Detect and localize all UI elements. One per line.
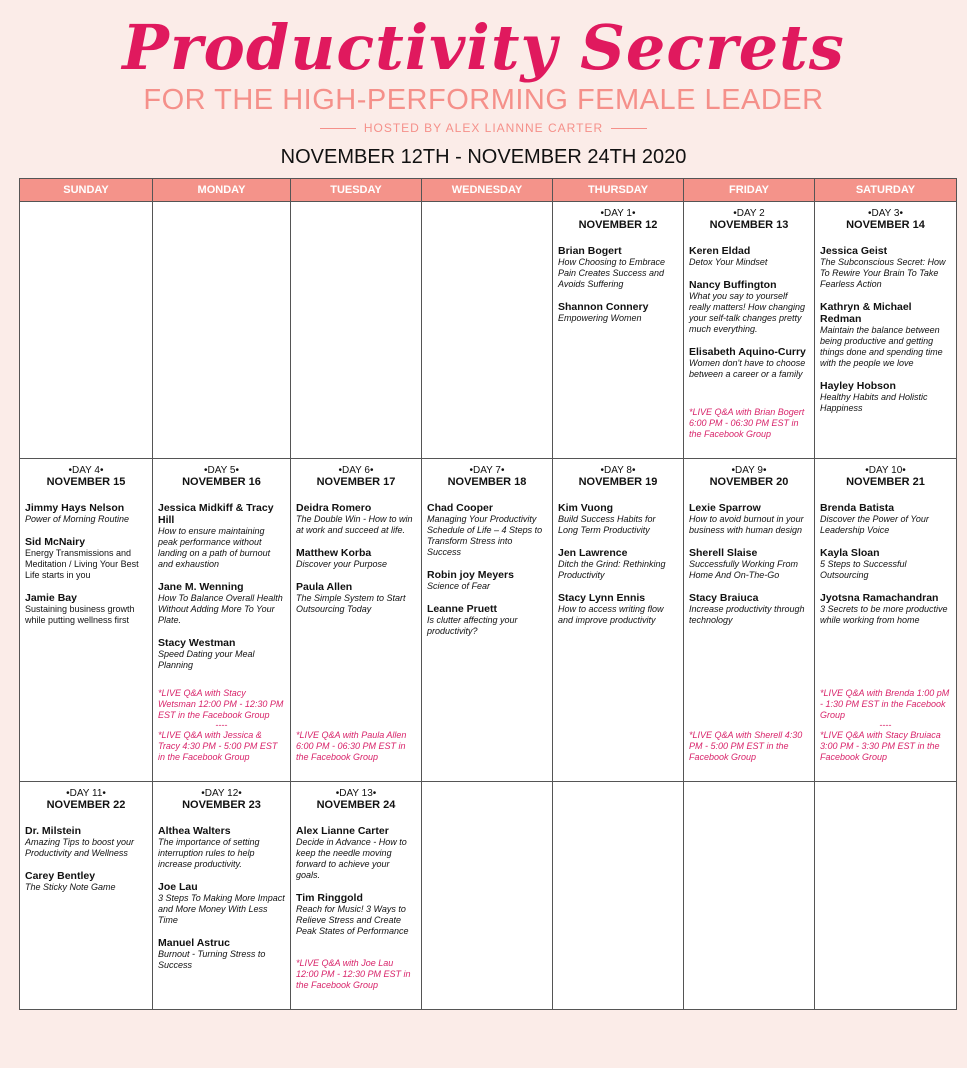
day-cell <box>291 459 422 782</box>
speaker-name: Robin joy Meyers <box>427 569 514 581</box>
page-subtitle: FOR THE HIGH-PERFORMING FEMALE LEADER <box>143 84 824 116</box>
date-range: NOVEMBER 12TH - NOVEMBER 24TH 2020 <box>280 146 687 168</box>
live-qa-note: *LIVE Q&A with Jessica & Tracy 4:30 PM - 5:00 PM EST in the Facebook Group <box>158 730 278 762</box>
session-topic: Burnout - Turning Stress to Success <box>158 949 266 970</box>
speaker-name: Shannon Connery <box>558 301 649 313</box>
session-topic: Energy Transmissions and Meditation / Living Your Best Life starts in you <box>25 548 139 580</box>
speaker-name: Kim Vuong <box>558 502 614 514</box>
live-qa-note: *LIVE Q&A with Brian Bogert 6:00 PM - 06:30 PM EST in the Facebook Group <box>689 407 805 439</box>
session-topic: Power of Morning Routine <box>25 514 130 524</box>
session-topic: Amazing Tips to boost your Productivity and Wellness <box>25 837 134 858</box>
live-qa-block <box>296 958 416 991</box>
session-topic: Build Success Habits for Long Term Productivity <box>558 514 656 535</box>
live-separator: ---- <box>215 720 228 730</box>
live-separator: ---- <box>879 720 892 730</box>
day-cell <box>815 202 957 459</box>
day-cell <box>553 202 684 459</box>
session-topic: Empowering Women <box>558 313 642 323</box>
speaker-name: Keren Eldad <box>689 245 751 257</box>
session-topic: Increase productivity through technology <box>689 604 805 625</box>
hosted-by <box>0 121 967 135</box>
session-topic: How To Balance Overall Health Without Adding More To Your Plate. <box>158 593 283 625</box>
session-topic: Discover the Power of Your Leadership Voice <box>820 514 929 535</box>
live-qa-note: *LIVE Q&A with Joe Lau 12:00 PM - 12:30 PM EST in the Facebook Group <box>296 958 411 990</box>
speaker-name: Hayley Hobson <box>820 380 896 392</box>
day-label: •DAY 1• <box>600 208 636 219</box>
live-qa-note: *LIVE Q&A with Stacy Bruiaca 3:00 PM - 3:30 PM EST in the Facebook Group <box>820 730 941 762</box>
session-topic: Successfully Working From Home And On-The-Go <box>689 559 799 580</box>
day-label: •DAY 12• <box>201 788 242 799</box>
day-cell <box>153 782 291 1010</box>
speaker-name: Kathryn & Michael Redman <box>820 301 912 325</box>
session-topic: Managing Your Productivity Schedule of Life – 4 Steps to Transform Stress into Success <box>427 514 543 557</box>
divider-line <box>320 128 356 129</box>
day-label: •DAY 3• <box>868 208 903 219</box>
empty-day-cell <box>20 202 153 459</box>
day-date: NOVEMBER 23 <box>182 799 261 811</box>
weekday-header: MONDAY <box>153 179 291 202</box>
speaker-name: Jen Lawrence <box>558 547 628 559</box>
session-topic: Women don't have to choose between a career or a family <box>689 358 806 379</box>
speaker-name: Jane M. Wenning <box>158 581 244 593</box>
day-cell <box>815 459 957 782</box>
day-cell <box>553 459 684 782</box>
speaker-name: Carey Bentley <box>25 870 96 882</box>
day-label: •DAY 8• <box>600 465 636 476</box>
session-topic: Reach for Music! 3 Ways to Relieve Stress and Create Peak States of Performance <box>296 904 409 936</box>
day-cell <box>291 782 422 1010</box>
calendar-week-row <box>20 202 957 459</box>
speaker-name: Manuel Astruc <box>158 937 230 949</box>
day-date: NOVEMBER 17 <box>316 476 396 488</box>
day-date: NOVEMBER 15 <box>46 476 126 488</box>
speaker-name: Lexie Sparrow <box>689 502 761 514</box>
weekday-header: FRIDAY <box>684 179 815 202</box>
session-topic: How to ensure maintaining peak performance without landing on a path of burnout and exhaustion <box>158 526 271 569</box>
session-topic: Healthy Habits and Holistic Happiness <box>820 392 928 413</box>
day-label: •DAY 9• <box>731 465 767 476</box>
empty-day-cell <box>815 782 957 1010</box>
speaker-name: Joe Lau <box>158 881 198 893</box>
day-label: •DAY 2 <box>733 208 765 219</box>
day-label: •DAY 10• <box>865 465 906 476</box>
session-topic: Is clutter affecting your productivity? <box>427 615 518 636</box>
speaker-name: Jessica Midkiff & Tracy Hill <box>158 502 274 526</box>
day-cell <box>422 459 553 782</box>
live-qa-block <box>820 688 951 763</box>
session-topic: Sustaining business growth while putting wellness first <box>25 604 135 625</box>
speaker-name: Stacy Westman <box>158 637 236 649</box>
speaker-name: Nancy Buffington <box>689 279 777 291</box>
empty-day-cell <box>422 202 553 459</box>
divider-line <box>611 128 647 129</box>
day-cell <box>153 459 291 782</box>
speaker-name: Kayla Sloan <box>820 547 880 559</box>
day-cell <box>20 782 153 1010</box>
calendar-week-row <box>20 782 957 1010</box>
session-topic: 5 Steps to Successful Outsourcing <box>820 559 907 580</box>
day-date: NOVEMBER 14 <box>846 219 925 231</box>
session-topic: Decide in Advance - How to keep the needle moving forward to achieve your goals. <box>296 837 407 880</box>
weekday-header: SUNDAY <box>20 179 153 202</box>
day-date: NOVEMBER 22 <box>46 799 126 811</box>
calendar-table <box>19 178 957 1010</box>
session-topic: The Subconscious Secret: How To Rewire Your Brain To Take Fearless Action <box>820 257 946 289</box>
empty-day-cell <box>553 782 684 1010</box>
speaker-name: Stacy Braiuca <box>689 592 759 604</box>
speaker-name: Chad Cooper <box>427 502 493 514</box>
speaker-name: Stacy Lynn Ennis <box>558 592 646 604</box>
session-topic: Discover your Purpose <box>296 559 388 569</box>
day-label: •DAY 7• <box>469 465 505 476</box>
live-qa-block <box>689 407 809 440</box>
day-date: NOVEMBER 24 <box>316 799 396 811</box>
speaker-name: Sid McNairy <box>25 536 86 548</box>
weekday-header: SATURDAY <box>815 179 957 202</box>
live-qa-note: *LIVE Q&A with Brenda 1:00 pM - 1:30 PM EST in the Facebook Group <box>820 688 950 720</box>
speaker-name: Althea Walters <box>158 825 231 837</box>
speaker-name: Jamie Bay <box>25 592 77 604</box>
empty-day-cell <box>422 782 553 1010</box>
weekday-header-row <box>20 179 957 202</box>
day-label: •DAY 11• <box>66 788 106 799</box>
day-date: NOVEMBER 19 <box>578 476 658 488</box>
speaker-name: Brenda Batista <box>820 502 895 514</box>
live-qa-block <box>296 730 416 763</box>
calendar-week-row <box>20 459 957 782</box>
speaker-name: Tim Ringgold <box>296 892 363 904</box>
day-cell <box>684 202 815 459</box>
live-qa-note: *LIVE Q&A with Stacy Wetsman 12:00 PM - 12:30 PM EST in the Facebook Group <box>158 688 284 720</box>
live-qa-block <box>158 688 285 763</box>
session-topic: 3 Secrets to be more productive while working from home <box>820 604 948 625</box>
weekday-header: THURSDAY <box>553 179 684 202</box>
day-label: •DAY 4• <box>68 465 104 476</box>
empty-day-cell <box>153 202 291 459</box>
speaker-name: Brian Bogert <box>558 245 622 257</box>
session-topic: Ditch the Grind: Rethinking Productivity <box>558 559 666 580</box>
speaker-name: Deidra Romero <box>296 502 372 514</box>
session-topic: Science of Fear <box>427 581 491 591</box>
hosted-by-text: HOSTED BY ALEX LIANNNE CARTER <box>363 121 604 135</box>
session-topic: How to access writing flow and improve productivity <box>558 604 664 625</box>
live-qa-note: *LIVE Q&A with Paula Allen 6:00 PM - 06:30 PM EST in the Facebook Group <box>296 730 407 762</box>
empty-day-cell <box>684 782 815 1010</box>
session-topic: The Simple System to Start Outsourcing Today <box>296 593 406 614</box>
speaker-name: Elisabeth Aquino-Curry <box>689 346 806 358</box>
day-date: NOVEMBER 13 <box>709 219 789 231</box>
session-topic: How Choosing to Embrace Pain Creates Success and Avoids Suffering <box>558 257 666 289</box>
speaker-name: Alex Lianne Carter <box>296 825 389 837</box>
session-topic: The Sticky Note Game <box>25 882 116 892</box>
session-topic: The Double Win - How to win at work and succeed at life. <box>296 514 413 535</box>
speaker-name: Jessica Geist <box>820 245 888 257</box>
session-topic: Maintain the balance between being productive and getting things done and spending time with the people we love <box>820 325 943 368</box>
day-cell <box>684 459 815 782</box>
live-qa-block <box>689 730 809 763</box>
speaker-name: Paula Allen <box>296 581 353 593</box>
page-title: Productivity Secrets <box>122 11 845 84</box>
session-topic: Speed Dating your Meal Planning <box>158 649 255 670</box>
weekday-header: TUESDAY <box>291 179 422 202</box>
speaker-name: Dr. Milstein <box>25 825 82 837</box>
speaker-name: Matthew Korba <box>296 547 372 559</box>
day-date: NOVEMBER 20 <box>709 476 789 488</box>
weekday-header: WEDNESDAY <box>422 179 553 202</box>
live-qa-note: *LIVE Q&A with Sherell 4:30 PM - 5:00 PM EST in the Facebook Group <box>689 730 803 762</box>
day-label: •DAY 5• <box>204 465 239 476</box>
day-label: •DAY 13• <box>335 788 377 799</box>
day-label: •DAY 6• <box>338 465 374 476</box>
session-topic: The importance of setting interruption rules to help increase productivity. <box>158 837 260 869</box>
day-cell <box>20 459 153 782</box>
day-date: NOVEMBER 16 <box>182 476 261 488</box>
day-date: NOVEMBER 12 <box>578 219 658 231</box>
session-topic: What you say to yourself really matters! How changing your self-talk changes pretty much everything. <box>689 291 806 334</box>
speaker-name: Leanne Pruett <box>427 603 498 615</box>
session-topic: How to avoid burnout in your business with human design <box>689 514 804 535</box>
session-topic: 3 Steps To Making More Impact and More Money With Less Time <box>158 893 285 925</box>
speaker-name: Sherell Slaise <box>689 547 758 559</box>
day-date: NOVEMBER 18 <box>447 476 527 488</box>
speaker-name: Jyotsna Ramachandran <box>820 592 939 604</box>
speaker-name: Jimmy Hays Nelson <box>25 502 125 514</box>
day-date: NOVEMBER 21 <box>846 476 925 488</box>
session-topic: Detox Your Mindset <box>689 257 768 267</box>
empty-day-cell <box>291 202 422 459</box>
